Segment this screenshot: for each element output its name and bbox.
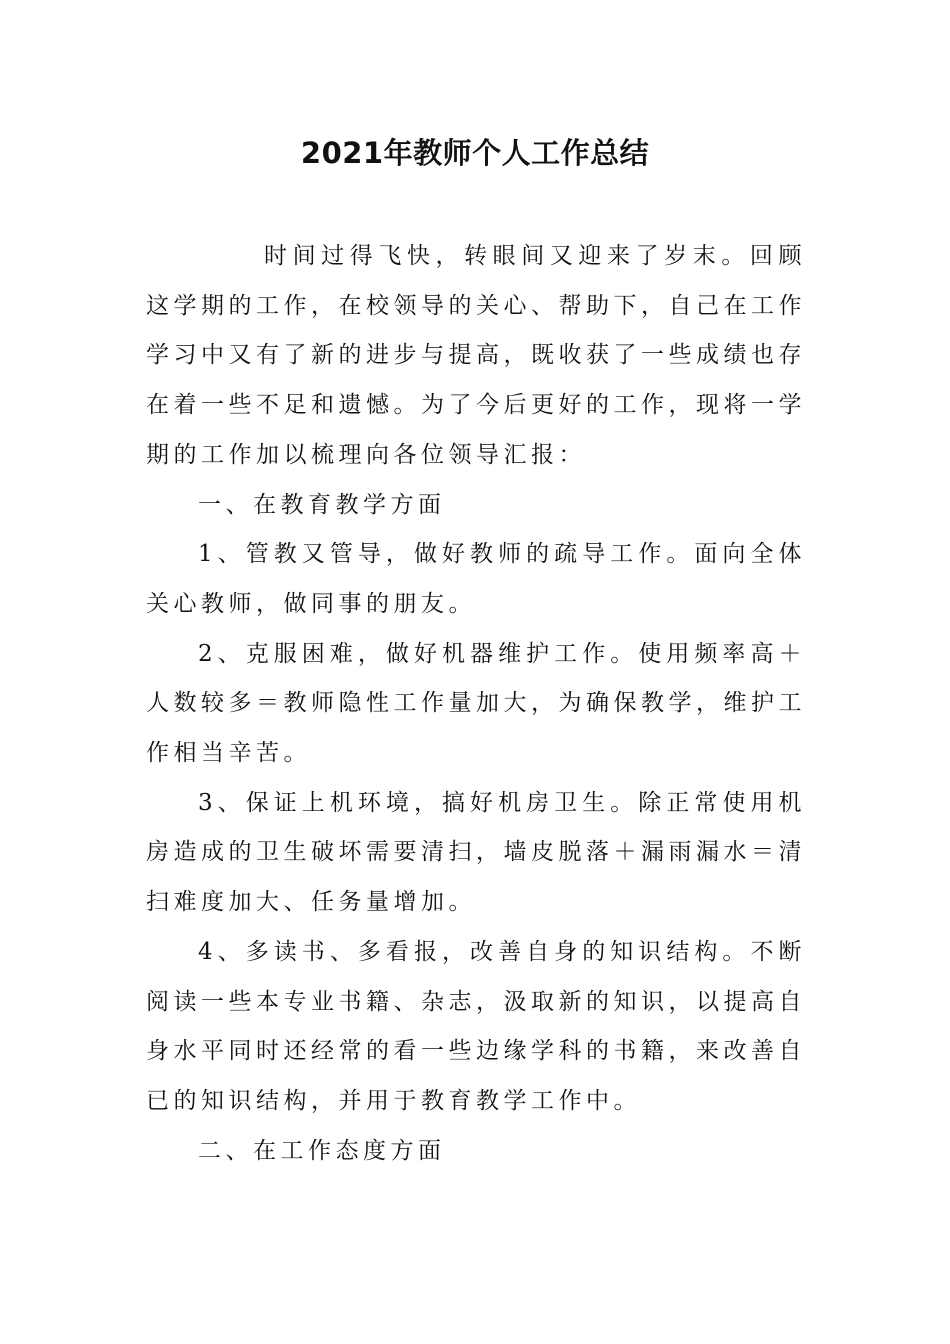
- document-title: 2021年教师个人工作总结: [300, 136, 650, 170]
- document-body: [146, 232, 806, 1176]
- paragraph-item-1: 1、管教又管导，做好教师的疏导工作。面向全体关心教师，做同事的朋友。: [146, 541, 806, 617]
- section-heading-teaching: 一、在教育教学方面: [198, 491, 446, 518]
- paragraph-item-3: 3、保证上机环境，搞好机房卫生。除正常使用机房造成的卫生破坏需要清扫，墙皮脱落＋漏雨漏水＝清扫难度加大、任务量增加。: [146, 789, 806, 916]
- paragraph-item-2: 2、克服困难，做好机器维护工作。使用频率高＋人数较多＝教师隐性工作量加大，为确保教学，维护工作相当辛苦。: [146, 640, 806, 767]
- paragraph-item-4: 4、多读书、多看报，改善自身的知识结构。不断阅读一些本专业书籍、杂志，汲取新的知识，以提高自身水平同时还经常的看一些边缘学科的书籍，来改善自已的知识结构，并用于教育教学工作中。: [146, 938, 806, 1114]
- section-heading-attitude: 二、在工作态度方面: [198, 1137, 446, 1164]
- paragraph-intro: 时间过得飞快，转眼间又迎来了岁末。回顾这学期的工作，在校领导的关心、帮助下，自己在工作学习中又有了新的进步与提高，既收获了一些成绩也存在着一些不足和遗憾。为了今后更好的工作，现将一学期的工作加以梳理向各位领导汇报：: [146, 243, 806, 468]
